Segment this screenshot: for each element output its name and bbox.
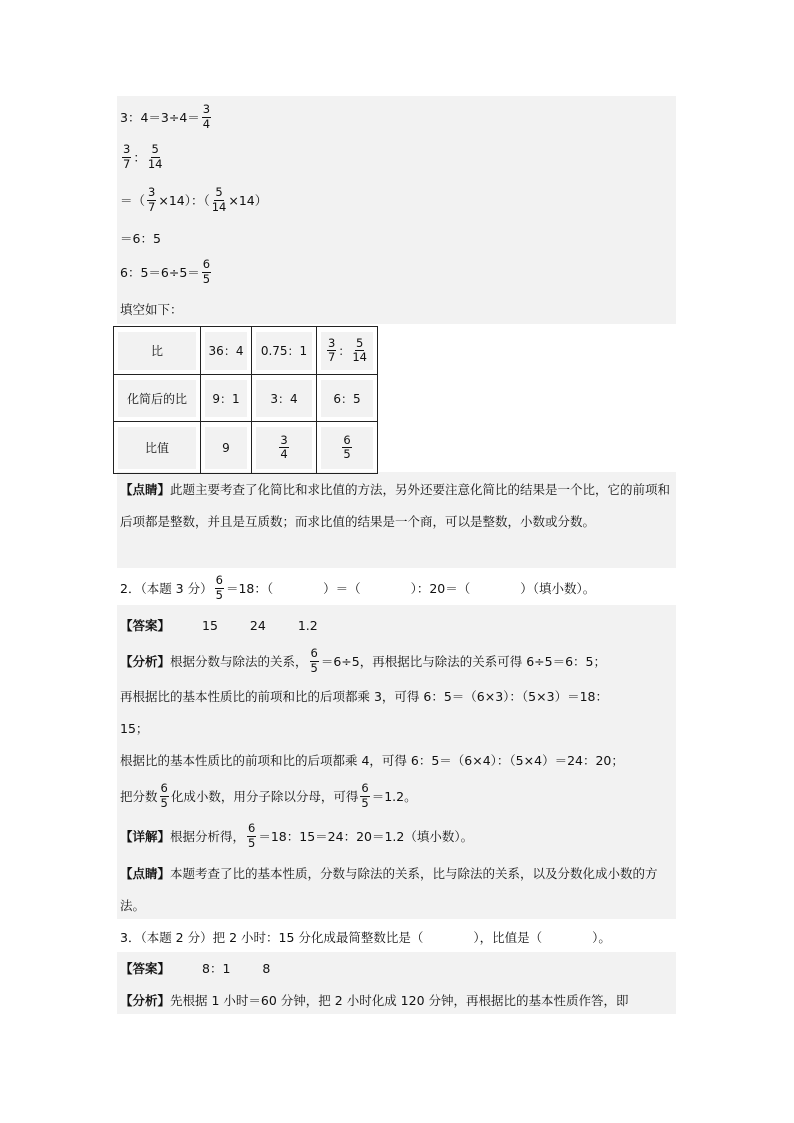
dianjing-paragraph-1 <box>120 474 676 538</box>
analysis-line-2: 再根据比的基本性质比的前项和比的后项都乘 3，可得 6：5＝（6×3）：（5×3）＝18： <box>120 689 608 704</box>
fraction: $\frac{5}{14}$ <box>147 142 163 171</box>
analysis-line-q3: 【分析】 先根据 1 小时＝60 分钟，把 2 小时化成 120 分钟，再根据比的基本性质作答，即 <box>120 993 629 1008</box>
table-cell: $\frac{3}{7}$ ： $\frac{5}{14}$ <box>321 332 373 370</box>
fraction: $\frac{3}{7}$ <box>148 185 156 214</box>
fraction: $\frac{3}{4}$ <box>202 102 211 131</box>
table-cell: 36：4 <box>205 332 247 370</box>
table-header-cell: 比 <box>118 332 196 370</box>
answer-value: 8：1 <box>202 961 231 976</box>
section-tag: 【答案】 <box>120 618 171 633</box>
fill-label: 填空如下： <box>120 302 183 317</box>
calc-text: ×14）：（ <box>158 193 210 208</box>
fraction: $\frac{6}{5}$ <box>215 573 223 602</box>
calc-text: ×14） <box>228 193 268 208</box>
table-header-cell: 比值 <box>118 427 196 469</box>
question-2 <box>120 570 595 606</box>
table-cell <box>321 427 373 469</box>
question-number: 3．（本题 2 分） <box>120 930 213 945</box>
calc-text: 6：5＝6÷5＝ <box>120 265 200 280</box>
table-row <box>114 375 378 422</box>
section-tag: 【详解】 <box>120 829 171 844</box>
fraction: $\frac{3}{7}$ <box>123 142 131 171</box>
answer-value: 1.2 <box>297 617 318 633</box>
fraction: $\frac{5}{14}$ <box>211 185 227 214</box>
fraction: $\frac{6}{5}$ <box>343 432 351 461</box>
dianjing-paragraph-2 <box>120 858 676 922</box>
paragraph-text: 此题主要考查了化简比和求比值的方法，另外还要注意化简比的结果是一个比，它的前项和后项都是整数，并且是互质数；而求比值的结果是一个商，可以是整数，小数或分数。 <box>120 482 671 529</box>
section-tag: 【答案】 <box>120 961 171 976</box>
table-row <box>114 422 378 474</box>
answer-value: 24 <box>249 617 266 633</box>
analysis-line-3: 15； <box>120 721 149 736</box>
answer-value: 15 <box>202 617 218 633</box>
question-text: ＝18：（ ）＝（ ）：20＝（ ）（填小数）。 <box>225 581 596 596</box>
fraction: $\frac{6}{5}$ <box>160 781 168 810</box>
question-text: 把 2 小时：15 分化成最简整数比是（ ），比值是（ ）。 <box>212 930 611 945</box>
calc-text: 3：4＝3÷4＝ <box>120 110 200 125</box>
table-header-cell: 化简后的比 <box>118 380 196 417</box>
question-3 <box>120 927 611 947</box>
fraction: $\frac{6}{5}$ <box>310 646 318 675</box>
answer-value: 8 <box>262 960 271 976</box>
calc-text: ＝（ <box>120 193 146 208</box>
analysis-line-4: 根据比的基本性质比的前项和比的后项都乘 4，可得 6：5＝（6×4）：（5×4）＝24：20； <box>120 753 624 768</box>
section-tag: 【分析】 <box>120 654 171 669</box>
calc-line-4 <box>120 228 161 248</box>
section-tag: 【点睛】 <box>120 866 171 881</box>
analysis-line-1: 【分析】 根据分数与除法的关系， $\frac{6}{5}$ ＝6÷5，再根据比与除法的关系可得 6÷5＝6：5； <box>120 646 606 675</box>
fraction: $\frac{6}{5}$ <box>248 821 256 850</box>
table-cell: 9：1 <box>205 380 247 417</box>
calc-line-5 <box>120 253 213 291</box>
answer-line-2 <box>120 615 318 635</box>
calc-line-3 <box>120 181 267 219</box>
table-cell <box>256 427 312 469</box>
table-cell: 0.75：1 <box>256 332 312 370</box>
calc-text: ＝6：5 <box>120 231 161 246</box>
table-cell: 6：5 <box>321 380 373 417</box>
calc-line-1 <box>120 99 213 135</box>
fraction: $\frac{3}{4}$ <box>280 432 288 461</box>
section-tag: 【分析】 <box>120 993 171 1008</box>
calc-line-2 <box>120 138 164 176</box>
fraction: $\frac{3}{7}$ <box>328 335 336 364</box>
fraction: $\frac{6}{5}$ <box>202 257 211 286</box>
detail-line: 【详解】 根据分析得， $\frac{6}{5}$ ＝18：15＝24：20＝1.2（填小数）。 <box>120 821 474 850</box>
ratio-table <box>113 326 378 474</box>
calc-text: ： <box>133 150 146 165</box>
analysis-line-5: 把分数 $\frac{6}{5}$ 化成小数，用分子除以分母，可得 $\frac{6}{5}$ ＝1.2。 <box>120 781 417 810</box>
table-row <box>114 327 378 375</box>
table-cell: 9 <box>205 427 247 469</box>
fraction: $\frac{6}{5}$ <box>361 781 369 810</box>
fraction: $\frac{5}{14}$ <box>352 335 367 364</box>
table-cell: 3：4 <box>256 380 312 417</box>
paragraph-text: 本题考查了比的基本性质，分数与除法的关系，比与除法的关系，以及分数化成小数的方法。 <box>120 866 658 913</box>
question-number: 2．（本题 3 分） <box>120 581 213 596</box>
section-tag: 【点睛】 <box>120 482 171 497</box>
answer-line-3 <box>120 958 270 978</box>
